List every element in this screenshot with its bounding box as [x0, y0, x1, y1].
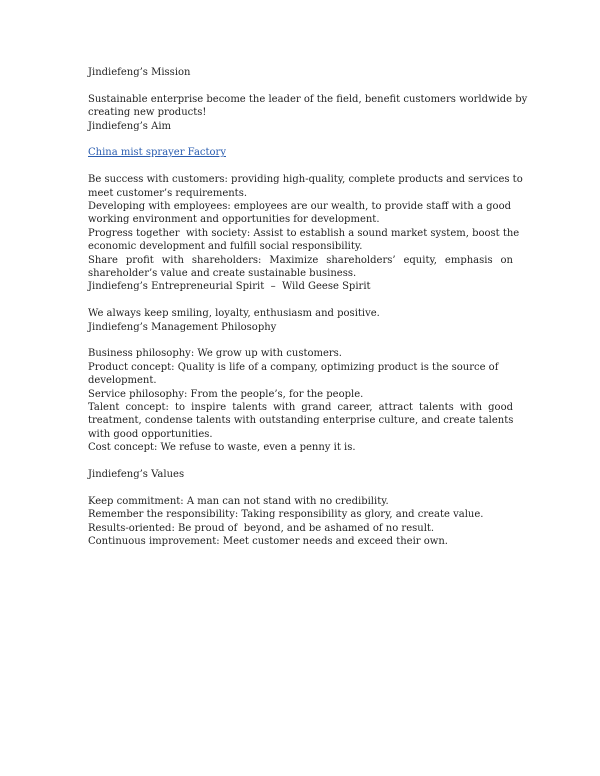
philosophy-item-line: with good opportunities.	[88, 428, 213, 440]
spacer	[88, 455, 513, 468]
philosophy-item-line: Business philosophy: We grow up with customers.	[88, 348, 342, 360]
spacer	[88, 160, 513, 173]
mission-heading: Jindiefeng’s Mission	[88, 67, 191, 78]
philosophy-item-line: Product concept: Quality is life of a company, optimizing product is the source of	[88, 361, 499, 373]
philosophy-item-line: Talent concept: to inspire talents with grand career, attract talents with good	[88, 402, 513, 414]
aim-heading: Jindiefeng’s Aim	[88, 120, 172, 132]
aim-item-line: Share profit with shareholders: Maximize shareholders’ equity, emphasis on	[88, 254, 513, 266]
spacer	[88, 133, 513, 146]
aim-item-line: meet customer’s requirements.	[88, 187, 248, 199]
spacer	[88, 294, 513, 307]
philosophy-item-line: development.	[88, 375, 157, 387]
philosophy-item-line: Cost concept: We refuse to waste, even a penny it is.	[88, 442, 356, 454]
values-item-line: Keep commitment: A man can not stand with no credibility.	[88, 495, 389, 507]
aim-item-line: Developing with employees: employees are our wealth, to provide staff with a good	[88, 201, 511, 213]
spacer	[88, 79, 513, 92]
philosophy-item-line: Service philosophy: From the people’s, for the people.	[88, 388, 364, 400]
spacer	[88, 334, 513, 347]
values-item-line: Remember the responsibility: Taking responsibility as glory, and create value.	[88, 509, 484, 521]
document-body	[88, 66, 528, 549]
values-item-line: Results-oriented: Be proud of beyond, and be ashamed of no result.	[88, 522, 435, 534]
aim-item-line: shareholder’s value and create sustainable business.	[88, 268, 357, 280]
philosophy-item-line: treatment, condense talents with outstanding enterprise culture, and create talents	[88, 415, 514, 427]
factory-link[interactable]: China mist sprayer Factory	[88, 147, 226, 159]
aim-item-line: working environment and opportunities for development.	[88, 214, 380, 226]
values-heading: Jindiefeng’s Values	[88, 469, 185, 481]
spacer	[88, 482, 513, 495]
mission-text-line: Sustainable enterprise become the leader of the field, benefit customers worldwide by	[88, 93, 528, 105]
aim-item-line: economic development and fulfill social responsibility.	[88, 241, 363, 253]
mission-text-line: creating new products!	[88, 107, 207, 119]
aim-item-line: Be success with customers: providing high-quality, complete products and services to	[88, 174, 523, 186]
spirit-text: We always keep smiling, loyalty, enthusiasm and positive.	[88, 308, 380, 320]
values-item-line: Continuous improvement: Meet customer needs and exceed their own.	[88, 536, 448, 548]
philosophy-heading: Jindiefeng’s Management Philosophy	[88, 321, 277, 333]
aim-item-line: Progress together with society: Assist to establish a sound market system, boost the	[88, 227, 520, 239]
spirit-heading: Jindiefeng’s Entrepreneurial Spirit – Wild Geese Spirit	[88, 281, 371, 293]
